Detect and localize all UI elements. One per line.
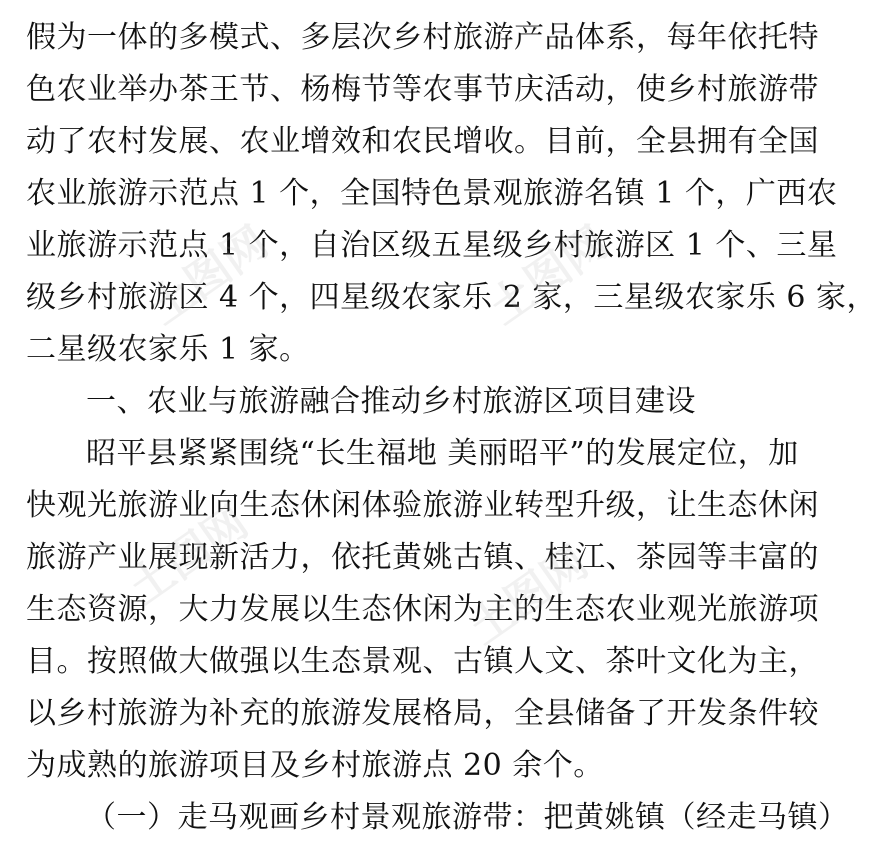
subsection-heading: （一）走马观画乡村景观旅游带：把黄姚镇（经走马镇） (86, 800, 849, 835)
watermark-mark: 土图网 (479, 216, 618, 335)
text-line: 旅游产业展现新活力，依托黄姚古镇、桂江、茶园等丰富的 (26, 540, 819, 575)
text-line: 动了农村发展、农业增效和农民增收。目前，全县拥有全国 (26, 124, 819, 159)
watermark-mark: 土图网 (119, 496, 258, 615)
text-line: 假为一体的多模式、多层次乡村旅游产品体系，每年依托特 (26, 20, 819, 55)
watermark-mark: 土图网 (459, 536, 598, 655)
text-line: 二星级农家乐 1 家。 (26, 332, 310, 367)
text-line: 生态资源，大力发展以生态休闲为主的生态农业观光旅游项 (26, 592, 819, 627)
section-heading: 一、农业与旅游融合推动乡村旅游区项目建设 (86, 384, 696, 419)
text-line: 目。按照做大做强以生态景观、古镇人文、茶叶文化为主， (26, 644, 819, 679)
text-line: 快观光旅游业向生态休闲体验旅游业转型升级，让生态休闲 (26, 488, 819, 523)
text-line: 色农业举办茶王节、杨梅节等农事节庆活动，使乡村旅游带 (26, 72, 819, 107)
watermark-mark: 土图网 (139, 216, 278, 335)
text-line: 为成熟的旅游项目及乡村旅游点 20 余个。 (26, 748, 604, 783)
text-line: 业旅游示范点 1 个，自治区级五星级乡村旅游区 1 个、三星 (26, 228, 838, 263)
text-line: 级乡村旅游区 4 个，四星级农家乐 2 家，三星级农家乐 6 家， (26, 280, 877, 315)
paragraph-first-line: 昭平县紧紧围绕“长生福地 美丽昭平”的发展定位，加 (86, 436, 799, 471)
text-line: 农业旅游示范点 1 个，全国特色景观旅游名镇 1 个，广西农 (26, 176, 838, 211)
text-line: 以乡村旅游为补充的旅游发展格局，全县储备了开发条件较 (26, 696, 819, 731)
